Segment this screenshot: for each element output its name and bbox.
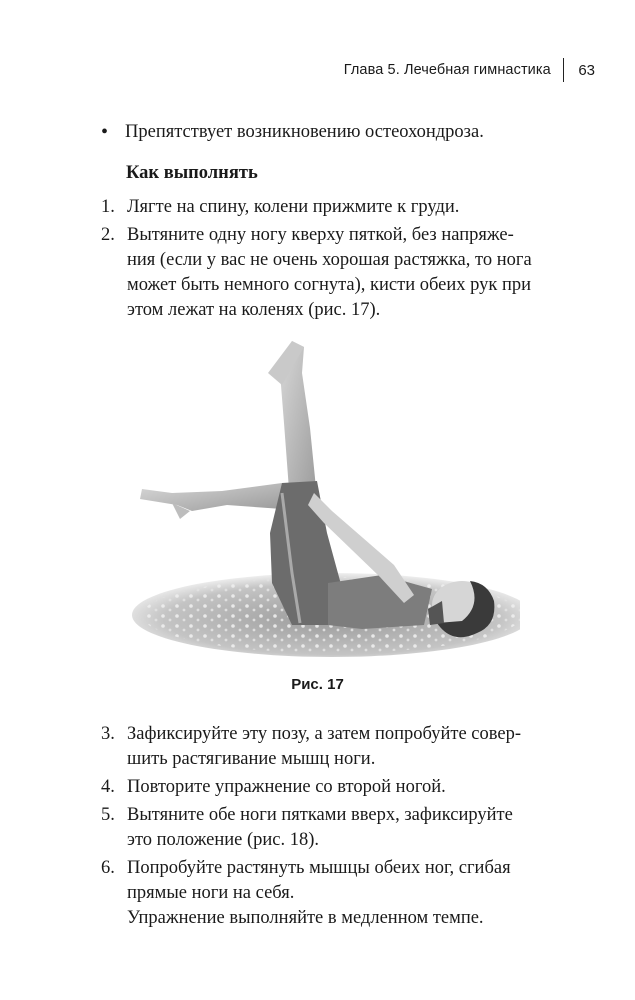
step-number: 2. <box>101 225 115 245</box>
page-number: 63 <box>578 61 595 79</box>
list-item <box>101 803 556 853</box>
step-line: шить растягивание мышц ноги. <box>127 749 376 769</box>
step-number: 6. <box>101 858 115 878</box>
step-line: может быть немного согнута), кисти обеих рук при <box>127 275 532 295</box>
bullet-item <box>101 120 561 145</box>
step-line: Вытяните обе ноги пятками вверх, зафиксируйте <box>127 805 513 825</box>
exercise-illustration <box>132 333 520 663</box>
list-item <box>101 722 556 772</box>
figure-caption: Рис. 17 <box>291 676 344 693</box>
step-line: прямые ноги на себя. <box>127 883 295 903</box>
step-line: Вытяните одну ногу кверху пяткой, без напряже- <box>127 225 514 245</box>
bent-leg <box>140 483 282 511</box>
step-line: Попробуйте растянуть мышцы обеих ног, сгибая <box>127 858 511 878</box>
step-text <box>127 195 556 220</box>
step-number: 5. <box>101 805 115 825</box>
step-number: 4. <box>101 777 115 797</box>
bullet-text: Препятствует возникновению остеохондроза. <box>125 122 484 142</box>
steps-list-top <box>101 195 556 326</box>
list-item <box>101 856 556 931</box>
steps-list-bottom <box>101 722 556 934</box>
header-divider <box>563 58 565 82</box>
step-text <box>127 223 556 323</box>
step-text <box>127 803 556 853</box>
running-header <box>344 58 595 82</box>
step-text <box>127 856 556 931</box>
step-number: 3. <box>101 724 115 744</box>
list-item <box>101 223 556 323</box>
list-item <box>101 775 556 800</box>
exercise-photo <box>132 333 520 663</box>
section-subheading: Как выполнять <box>126 163 258 183</box>
chapter-title: Глава 5. Лечебная гимнастика <box>343 62 551 78</box>
step-text <box>127 775 556 800</box>
step-line: Повторите упражнение со второй ногой. <box>127 777 446 797</box>
step-line: Упражнение выполняйте в медленном темпе. <box>127 908 484 928</box>
step-line: этом лежат на коленях (рис. 17). <box>127 300 381 320</box>
bullet-dot-icon: • <box>101 121 109 143</box>
list-item <box>101 195 556 220</box>
step-line: Зафиксируйте эту позу, а затем попробуйте совер- <box>127 724 522 744</box>
step-text <box>127 722 556 772</box>
step-number: 1. <box>101 197 115 217</box>
step-line: Лягте на спину, колени прижмите к груди. <box>127 197 460 217</box>
step-line: ния (если у вас не очень хорошая растяжка, то нога <box>127 250 532 270</box>
step-line: это положение (рис. 18). <box>127 830 320 850</box>
